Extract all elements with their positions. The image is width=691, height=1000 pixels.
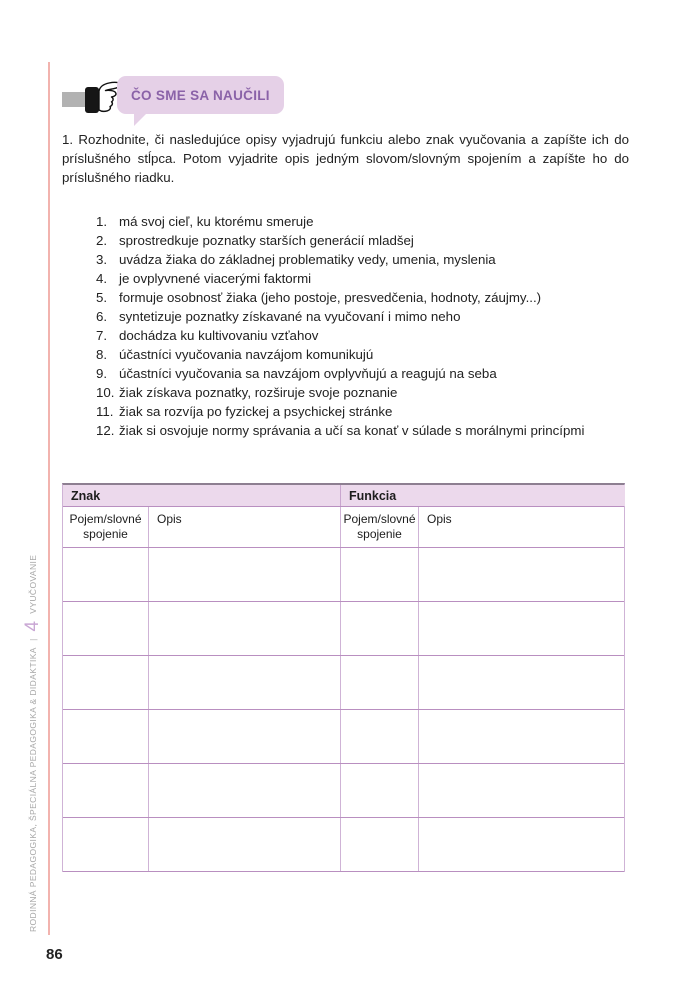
list-item [96, 212, 584, 231]
list-item-text: dochádza ku kultivovaniu vzťahov [119, 328, 319, 343]
page-number: 86 [46, 946, 63, 963]
table-cell-empty [419, 602, 625, 655]
table-cell-empty [149, 710, 341, 763]
table-cell-empty [63, 656, 149, 709]
table-cell-empty [341, 602, 419, 655]
list-item-text: sprostredkuje poznatky starších generácií mladšej [119, 233, 414, 248]
writing-hand-icon [62, 79, 122, 121]
list-item [96, 402, 584, 421]
table-cell-empty [341, 548, 419, 601]
table-cell-empty [419, 710, 625, 763]
list-item [96, 364, 584, 383]
table-group-header-znak: Znak [63, 485, 341, 506]
list-item-number: 12. [96, 423, 115, 438]
table-subheader-concept: Pojem/slovné spojenie [341, 507, 419, 547]
table-cell-empty [419, 656, 625, 709]
table-cell-empty [63, 764, 149, 817]
exercise-instruction: 1. Rozhodnite, či nasledujúce opisy vyjadrujú funkciu alebo znak vyučovania a zapíšte ich do príslušného stĺpca. Potom vyjadrite opis jedným slovom/slovným spojením a zapíšte ho do príslušného riadku. [62, 132, 629, 185]
table-cell-empty [419, 548, 625, 601]
list-item-text: je ovplyvnené viacerými faktormi [119, 271, 312, 286]
descriptions-list [96, 212, 584, 440]
list-item-number: 2. [96, 233, 108, 248]
list-item [96, 345, 584, 364]
list-item-text: uvádza žiaka do základnej problematiky vedy, umenia, myslenia [119, 252, 496, 267]
table-group-header-funkcia: Funkcia [341, 485, 625, 506]
table-cell-empty [341, 710, 419, 763]
table-cell-empty [63, 710, 149, 763]
table-row [63, 764, 624, 818]
list-item [96, 421, 584, 440]
table-cell-empty [341, 764, 419, 817]
table-cell-empty [63, 818, 149, 871]
sidebar-book-title: RODINNÁ PEDAGOGIKA, ŠPECIÁLNA PEDAGOGIKA & DIDAKTIKA [28, 647, 38, 932]
sidebar-chapter-title: VYUČOVANIE [28, 554, 38, 614]
table-subheader-row [63, 507, 624, 548]
list-item-number: 6. [96, 309, 108, 324]
list-item-text: žiak sa rozvíja po fyzickej a psychickej stránke [119, 404, 393, 419]
pen-grip [85, 87, 99, 113]
table-cell-empty [63, 548, 149, 601]
margin-accent-line [48, 62, 50, 935]
list-item-number: 3. [96, 252, 108, 267]
list-item-text: účastníci vyučovania navzájom komunikujú [119, 347, 374, 362]
table-cell-empty [419, 764, 625, 817]
list-item-number: 5. [96, 290, 108, 305]
list-item-number: 10. [96, 385, 115, 400]
table-subheader-opis: Opis [427, 512, 452, 526]
list-item-number: 8. [96, 347, 108, 362]
table-cell-empty [149, 548, 341, 601]
sidebar-separator: | [28, 638, 38, 641]
table-cell-empty [149, 656, 341, 709]
table-row [63, 710, 624, 764]
table-cell-empty [149, 764, 341, 817]
list-item [96, 269, 584, 288]
table-subheader-opis: Opis [149, 507, 341, 547]
list-item [96, 288, 584, 307]
list-item-number: 11. [96, 404, 114, 419]
sidebar-vertical-text [23, 555, 43, 932]
table-cell-empty [149, 602, 341, 655]
list-item-number: 1. [96, 214, 108, 229]
list-item-text: žiak získava poznatky, rozširuje svoje poznanie [119, 385, 398, 400]
list-item-number: 7. [96, 328, 108, 343]
list-item-text: má svoj cieľ, ku ktorému smeruje [119, 214, 314, 229]
table-row [63, 548, 624, 602]
table-body [63, 548, 624, 872]
answer-table [62, 483, 625, 872]
pen-barrel [62, 92, 86, 107]
list-item-text: účastníci vyučovania sa navzájom ovplyvňujú a reagujú na seba [119, 366, 497, 381]
table-group-header-row [63, 485, 624, 507]
table-cell-empty [63, 602, 149, 655]
list-item-text: žiak si osvojuje normy správania a učí sa konať v súlade s morálnymi princípmi [119, 423, 585, 438]
table-row [63, 656, 624, 710]
list-item-text: syntetizuje poznatky získavané na vyučovaní i mimo neho [119, 309, 461, 324]
list-item [96, 307, 584, 326]
section-badge [117, 76, 284, 114]
list-item-number: 9. [96, 366, 108, 381]
list-item [96, 250, 584, 269]
table-cell-empty [149, 818, 341, 871]
sidebar-chapter-number: 4 [22, 620, 43, 632]
list-item [96, 383, 584, 402]
list-item-text: formuje osobnosť žiaka (jeho postoje, presvedčenia, hodnoty, záujmy...) [119, 290, 542, 305]
list-item [96, 326, 584, 345]
table-cell-empty [419, 818, 625, 871]
table-row [63, 602, 624, 656]
section-badge-label: ČO SME SA NAUČILI [131, 87, 270, 103]
list-item [96, 231, 584, 250]
list-item-number: 4. [96, 271, 108, 286]
table-cell-empty [341, 818, 419, 871]
table-cell-empty [341, 656, 419, 709]
table-subheader-concept: Pojem/slovné spojenie [63, 507, 149, 547]
table-row [63, 818, 624, 872]
